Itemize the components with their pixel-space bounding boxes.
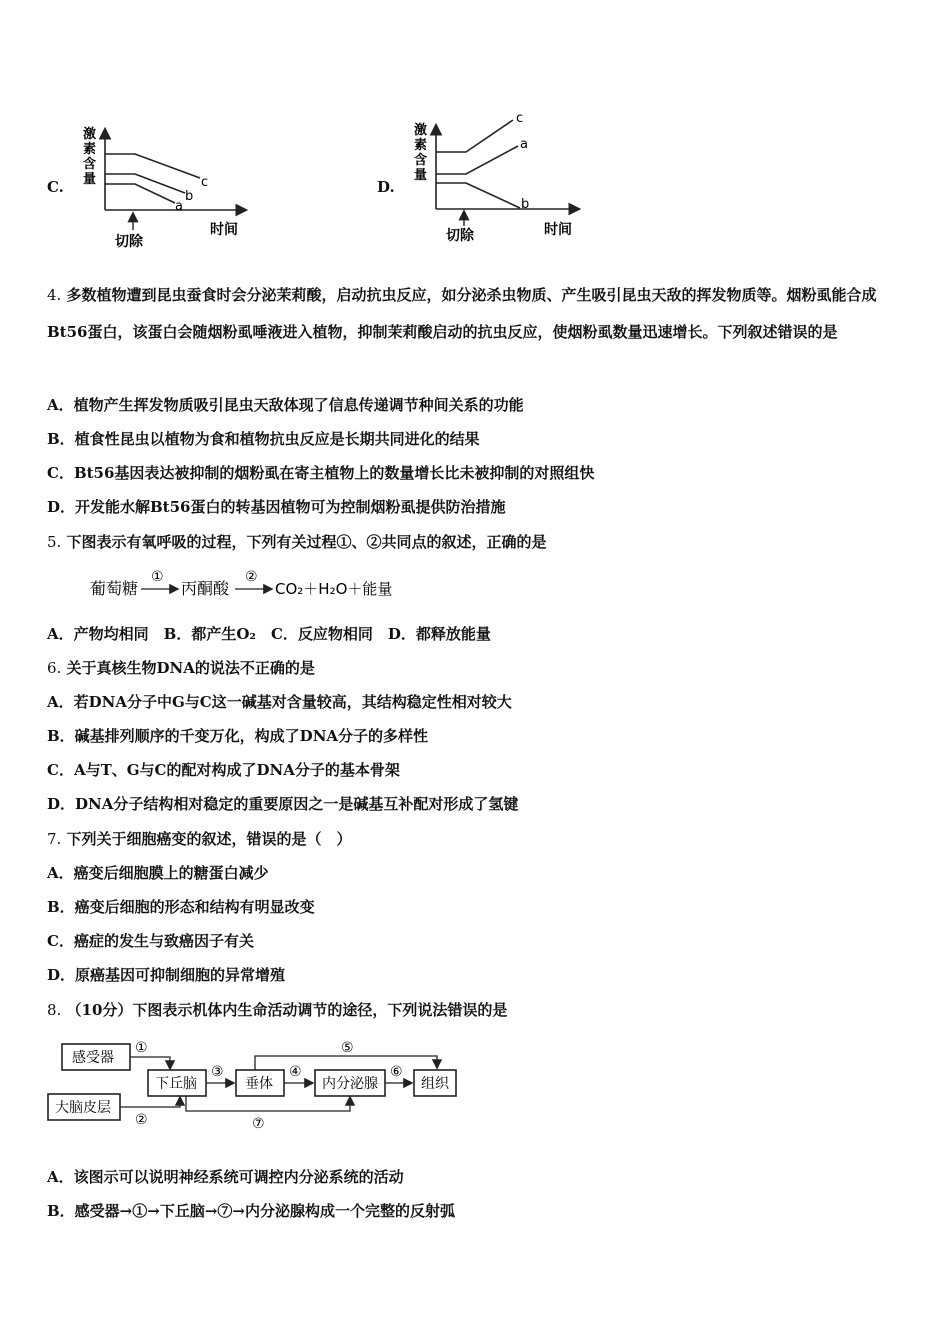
- process-2-label: ②: [245, 569, 258, 585]
- curve-b-label: b: [521, 197, 530, 212]
- path-7-label: ⑦: [252, 1116, 265, 1132]
- q4-option-d: D．开发能水解Bt56蛋白的转基因植物可为控制烟粉虱提供防治措施: [47, 498, 506, 516]
- curve-a-label: a: [175, 199, 183, 214]
- question-text: 下图表示有氧呼吸的过程，下列有关过程①、②共同点的叙述，正确的是: [66, 533, 547, 551]
- x-axis-label: 时间: [210, 222, 238, 238]
- q6-option-c: C．A与T、G与C的配对构成了DNA分子的基本骨架: [47, 761, 400, 779]
- question-text: 关于真核生物DNA的说法不正确的是: [66, 659, 315, 677]
- curve-c: [436, 120, 513, 152]
- path-7-arrow: [186, 1096, 350, 1111]
- glucose-label: 葡萄糖: [90, 579, 139, 598]
- path-5-label: ⑤: [341, 1040, 354, 1056]
- path-2-label: ②: [135, 1112, 148, 1128]
- y-axis-label: 激素含量: [83, 127, 97, 187]
- q5-options: A．产物均相同 B．都产生O₂ C．反应物相同 D．都释放能量: [47, 625, 491, 643]
- pyruvate-label: 丙酮酸: [181, 579, 230, 598]
- question-number: 8.: [47, 1001, 62, 1019]
- regulation-pathway-diagram: [45, 1036, 465, 1136]
- q4-option-b: B．植食性昆虫以植物为食和植物抗虫反应是长期共同进化的结果: [47, 430, 480, 448]
- question-number: 5.: [47, 533, 62, 551]
- cut-label: 切除: [446, 228, 474, 244]
- path-4-label: ④: [289, 1064, 302, 1080]
- path-1-arrow: [130, 1057, 170, 1068]
- path-2-arrow: [120, 1098, 180, 1107]
- path-3-label: ③: [211, 1064, 224, 1080]
- cortex-label: 大脑皮层: [55, 1100, 111, 1116]
- question-number: 6.: [47, 659, 62, 677]
- question-8-stem: [47, 1000, 507, 1020]
- q7-option-b: B．癌变后细胞的形态和结构有明显改变: [47, 898, 315, 916]
- q4-option-c: C．Bt56基因表达被抑制的烟粉虱在寄主植物上的数量增长比未被抑制的对照组快: [47, 464, 595, 482]
- path-6-label: ⑥: [390, 1064, 403, 1080]
- option-d-label: D.: [377, 178, 395, 196]
- x-axis-label: 时间: [544, 222, 572, 238]
- q8-option-b: B．感受器→①→下丘脑→⑦→内分泌腺构成一个完整的反射弧: [47, 1202, 455, 1220]
- q6-option-a: A．若DNA分子中G与C这一碱基对含量较高，其结构稳定性相对较大: [47, 693, 512, 711]
- question-text: 多数植物遭到昆虫蚕食时会分泌茉莉酸，启动抗虫反应，如分泌杀虫物质、产生吸引昆虫天敌的挥发物质等。烟粉虱能合成Bt56蛋白，该蛋白会随烟粉虱唾液进入植物，抑制茉莉酸启动的抗虫反应，使烟粉虱数量迅速增长。下列叙述错误的是: [47, 286, 877, 341]
- question-number: 7.: [47, 830, 62, 848]
- receptor-label: 感受器: [72, 1050, 114, 1066]
- question-text: （10分）下图表示机体内生命活动调节的途径，下列说法错误的是: [66, 1001, 508, 1019]
- question-text: 下列关于细胞癌变的叙述，错误的是（ ）: [66, 830, 352, 848]
- pituitary-label: 垂体: [245, 1076, 273, 1092]
- q7-option-a: A．癌变后细胞膜上的糖蛋白减少: [47, 864, 269, 882]
- q6-option-b: B．碱基排列顺序的千变万化，构成了DNA分子的多样性: [47, 727, 429, 745]
- question-6-stem: [47, 658, 315, 678]
- y-axis-label: 激素含量: [414, 123, 428, 183]
- q7-option-d: D．原癌基因可抑制细胞的异常增殖: [47, 966, 286, 984]
- process-1-label: ①: [151, 569, 164, 585]
- endocrine-gland-label: 内分泌腺: [322, 1076, 378, 1092]
- cut-label: 切除: [115, 234, 143, 250]
- path-1-label: ①: [135, 1040, 148, 1056]
- curve-a-label: a: [520, 137, 528, 152]
- q4-option-a: A．植物产生挥发物质吸引昆虫天敌体现了信息传递调节种间关系的功能: [47, 396, 524, 414]
- hormone-chart-d: [408, 112, 588, 247]
- q6-option-d: D．DNA分子结构相对稳定的重要原因之一是碱基互补配对形成了氢键: [47, 795, 519, 813]
- question-number: 4.: [47, 286, 62, 304]
- path-5-arrow: [255, 1056, 437, 1070]
- hormone-chart-c: [75, 118, 255, 253]
- tissue-label: 组织: [421, 1076, 449, 1092]
- curve-c-label: c: [516, 112, 524, 126]
- curve-b-label: b: [185, 189, 194, 204]
- curve-b: [436, 183, 520, 208]
- curve-a: [436, 146, 518, 174]
- products-label: CO₂＋H₂O＋能量: [275, 580, 393, 598]
- question-5-stem: [47, 532, 547, 552]
- curve-c-label: c: [201, 175, 209, 190]
- curve-a: [105, 184, 175, 203]
- q7-option-c: C．癌症的发生与致癌因子有关: [47, 932, 254, 950]
- question-4-stem: [47, 277, 907, 351]
- option-c-label: C.: [47, 178, 64, 196]
- respiration-diagram: [85, 563, 405, 603]
- q8-option-a: A．该图示可以说明神经系统可调控内分泌系统的活动: [47, 1168, 404, 1186]
- question-7-stem: [47, 829, 352, 849]
- hypothalamus-label: 下丘脑: [155, 1076, 197, 1092]
